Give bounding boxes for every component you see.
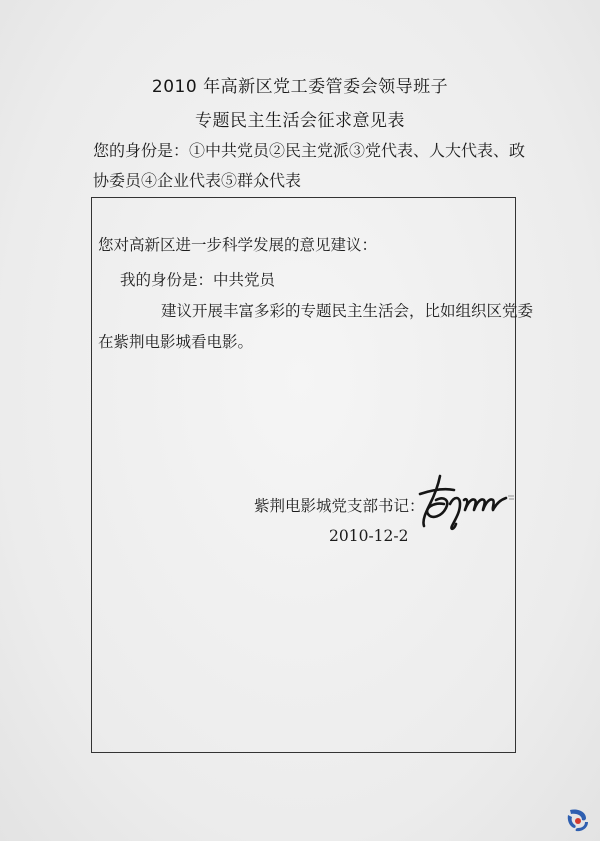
suggestion-line-2: 在紫荆电影城看电影。 — [98, 333, 254, 351]
question-text: 您对高新区进一步科学发展的意见建议： — [98, 236, 378, 254]
scanner-logo-icon — [564, 806, 592, 834]
respondent-identity: 我的身份是：中共党员 — [120, 271, 276, 289]
document-title-line-1: 2010 年高新区党工委管委会领导班子 — [151, 77, 449, 97]
signature-date: 2010-12-2 — [329, 527, 409, 545]
handwritten-signature-icon — [410, 470, 520, 532]
suggestion-line-1: 建议开展丰富多彩的专题民主生活会，比如组织区党委 — [161, 302, 534, 320]
identity-options: 您的身份是：①中共党员②民主党派③党代表、人大代表、政协委员④企业代表⑤群众代表 — [93, 141, 526, 190]
signature-label: 紫荆电影城党支部书记： — [254, 497, 425, 515]
document-title-line-2: 专题民主生活会征求意见表 — [195, 111, 405, 131]
